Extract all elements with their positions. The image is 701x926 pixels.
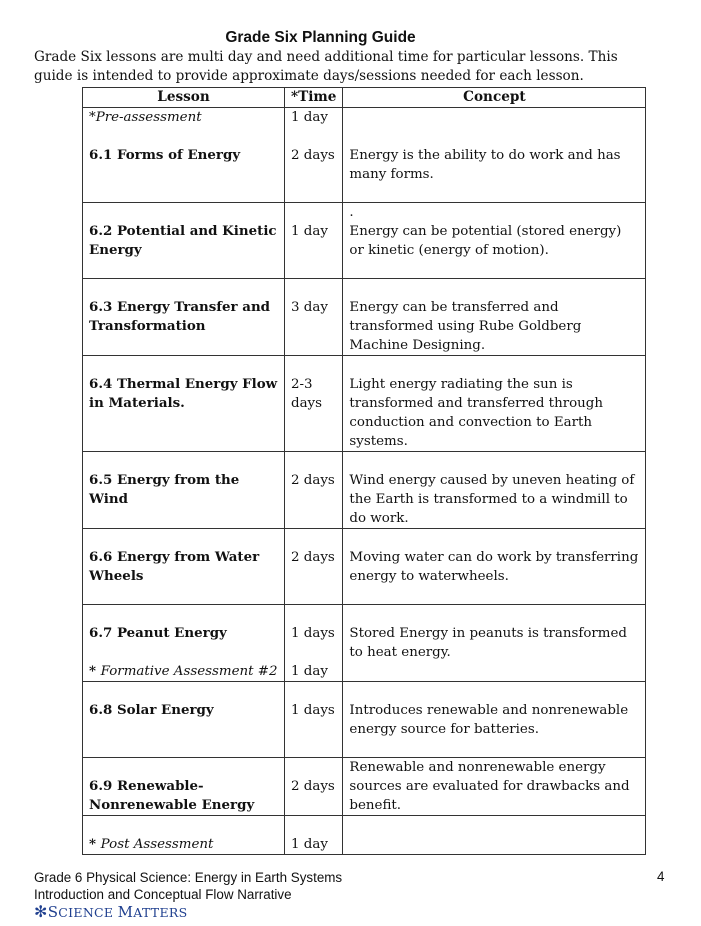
lesson-cell: [83, 682, 285, 758]
time-cell: [285, 816, 343, 855]
header-concept: Concept: [343, 88, 646, 108]
concept-dot: .: [349, 205, 354, 220]
table-row: [83, 203, 646, 279]
concept-cell: [343, 758, 646, 816]
page-title: Grade Six Planning Guide: [225, 29, 416, 46]
table-row: [83, 279, 646, 356]
header-time: *Time: [285, 88, 343, 108]
concept-text: Wind energy caused by uneven heating of the Earth is transformed to a windmill to do work.: [349, 473, 635, 526]
concept-text: Moving water can do work by transferring energy to waterwheels.: [349, 550, 639, 584]
table-row: [83, 108, 646, 203]
concept-text: Energy is the ability to do work and has many forms.: [349, 148, 621, 182]
table-row: [83, 356, 646, 452]
lesson-time: 2 days: [291, 550, 335, 565]
table-row: [83, 529, 646, 605]
lesson-cell: [83, 758, 285, 816]
post-assessment-label: * Post Assessment: [89, 836, 214, 852]
lesson-title: 6.2 Potential and Kinetic Energy: [89, 223, 277, 258]
lesson-cell: [83, 279, 285, 356]
planning-table: [82, 87, 646, 855]
table-header-row: [83, 88, 646, 108]
concept-text: Energy can be transferred and transformed using Rube Goldberg Machine Designing.: [349, 300, 582, 353]
time-cell: [285, 452, 343, 529]
lesson-time: 1 day: [291, 837, 328, 852]
table-row: [83, 816, 646, 855]
table-row: [83, 452, 646, 529]
lesson-cell: [83, 203, 285, 279]
lesson-time: 2-3 days: [291, 377, 322, 411]
concept-cell: [343, 356, 646, 452]
intro-line: Grade Six lessons are multi day and need additional time for particular lessons. This: [34, 49, 618, 65]
concept-text: Energy can be potential (stored energy) or kinetic (energy of motion).: [349, 224, 622, 258]
lesson-cell: [83, 816, 285, 855]
lesson-cell: [83, 605, 285, 682]
lesson-cell: [83, 529, 285, 605]
page-footer: [34, 869, 342, 903]
concept-text: Stored Energy in peanuts is transformed to heat energy.: [349, 626, 627, 660]
lesson-cell: [83, 452, 285, 529]
footer-course-title: Grade 6 Physical Science: Energy in Earth Systems: [34, 870, 343, 885]
concept-cell: [343, 108, 646, 203]
lesson-cell: [83, 108, 285, 203]
concept-cell: [343, 452, 646, 529]
lesson-time: 2 days: [291, 779, 335, 794]
intro-paragraph: [34, 48, 684, 86]
intro-line: guide is intended to provide approximate days/sessions needed for each lesson.: [34, 68, 584, 84]
formative-assessment-time: 1 day: [291, 664, 328, 679]
concept-text: Introduces renewable and nonrenewable energy source for batteries.: [349, 703, 629, 737]
lesson-title: 6.5 Energy from the Wind: [89, 472, 240, 507]
pre-assessment-label: *Pre-assessment: [89, 110, 202, 125]
lesson-title: 6.8 Solar Energy: [89, 702, 214, 718]
lesson-time: 2 days: [291, 148, 335, 163]
science-matters-logo: ✻SCIENCE MATTERS: [34, 902, 188, 921]
lesson-title: 6.6 Energy from Water Wheels: [89, 549, 260, 584]
concept-cell: [343, 529, 646, 605]
asterisk-logo-icon: ✻: [34, 902, 48, 921]
page-number: 4: [657, 869, 665, 884]
lesson-time: 1 days: [291, 703, 335, 718]
lesson-time: 1 day: [291, 224, 328, 239]
concept-cell: [343, 605, 646, 682]
concept-cell: [343, 816, 646, 855]
concept-text: Light energy radiating the sun is transformed and transferred through conduction and convection to Earth systems.: [349, 377, 603, 449]
time-cell: [285, 203, 343, 279]
lesson-time: 1 days: [291, 626, 335, 641]
table-row: [83, 682, 646, 758]
time-cell: [285, 529, 343, 605]
time-cell: [285, 758, 343, 816]
header-lesson: Lesson: [83, 88, 285, 108]
concept-cell: [343, 279, 646, 356]
lesson-title: 6.1 Forms of Energy: [89, 147, 241, 163]
table-row: [83, 605, 646, 682]
lesson-title: 6.3 Energy Transfer and Transformation: [89, 299, 271, 334]
formative-assessment-label: * Formative Assessment #2: [89, 663, 278, 679]
lesson-time: 3 day: [291, 300, 328, 315]
table-row: [83, 758, 646, 816]
footer-subtitle: Introduction and Conceptual Flow Narrative: [34, 887, 292, 902]
time-cell: [285, 682, 343, 758]
lesson-title: 6.7 Peanut Energy: [89, 625, 227, 641]
time-cell: [285, 279, 343, 356]
lesson-time: 2 days: [291, 473, 335, 488]
concept-text: Renewable and nonrenewable energy sources are evaluated for drawbacks and benefit.: [349, 760, 630, 813]
time-cell: [285, 605, 343, 682]
time-cell: [285, 356, 343, 452]
lesson-cell: [83, 356, 285, 452]
pre-assessment-time: 1 day: [291, 110, 328, 125]
concept-cell: [343, 203, 646, 279]
concept-cell: [343, 682, 646, 758]
lesson-title: 6.9 Renewable-Nonrenewable Energy: [89, 778, 255, 813]
time-cell: [285, 108, 343, 203]
lesson-title: 6.4 Thermal Energy Flow in Materials.: [89, 376, 278, 411]
